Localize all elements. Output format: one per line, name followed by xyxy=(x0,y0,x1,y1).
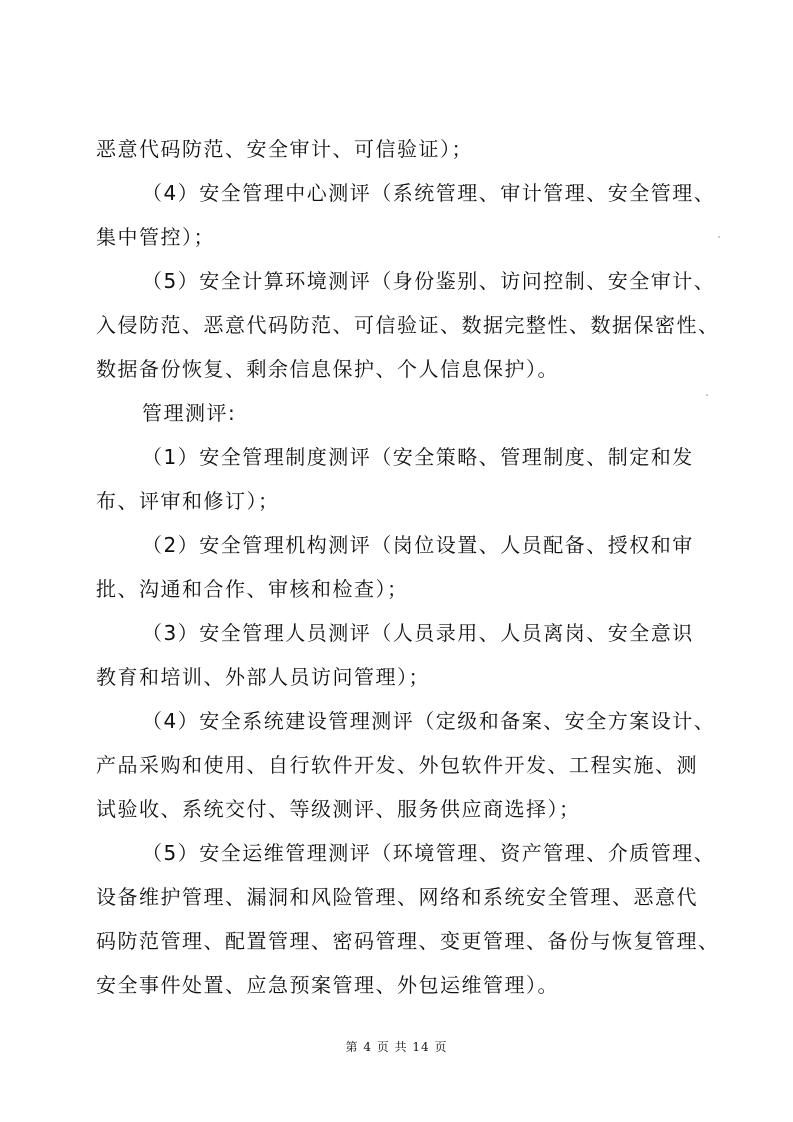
text-line: （4）安全管理中心测评（系统管理、审计管理、安全管理、 xyxy=(142,181,716,205)
text-line: 恶意代码防范、安全审计、可信验证）； xyxy=(96,137,473,161)
text-line: 数据备份恢复、剩余信息保护、个人信息保护）。 xyxy=(96,357,559,381)
text-line: （4）安全系统建设管理测评（定级和备案、安全方案设计、 xyxy=(142,709,716,733)
text-line: 设备维护管理、漏洞和风险管理、网络和系统安全管理、恶意代 xyxy=(96,885,698,909)
text-line: （3）安全管理人员测评（人员录用、人员离岗、安全意识 xyxy=(142,621,694,645)
text-line: 产品采购和使用、自行软件开发、外包软件开发、工程实施、测 xyxy=(96,753,698,777)
text-line: 入侵防范、恶意代码防范、可信验证、数据完整性、数据保密性、 xyxy=(96,313,720,337)
text-line: （2）安全管理机构测评（岗位设置、人员配备、授权和审 xyxy=(142,533,694,557)
text-line: 码防范管理、配置管理、密码管理、变更管理、备份与恢复管理、 xyxy=(96,929,720,953)
text-line: 安全事件处置、应急预案管理、外包运维管理）。 xyxy=(96,973,559,997)
text-line: 集中管控）； xyxy=(96,225,215,249)
text-line: 批、沟通和合作、审核和检查）； xyxy=(96,577,409,601)
scan-speck xyxy=(706,394,708,396)
text-line: 试验收、系统交付、等级测评、服务供应商选择）； xyxy=(96,797,581,821)
text-line: 布、评审和修订）； xyxy=(96,489,280,513)
page-number-footer: 第 4 页 共 14 页 xyxy=(345,1040,448,1054)
section-heading: 管理测评: xyxy=(142,401,237,425)
text-line: （5）安全计算环境测评（身份鉴别、访问控制、安全审计、 xyxy=(142,269,716,293)
text-line: （1）安全管理制度测评（安全策略、管理制度、制定和发 xyxy=(142,445,694,469)
text-line: 教育和培训、外部人员访问管理）； xyxy=(96,665,430,689)
text-line: （5）安全运维管理测评（环境管理、资产管理、介质管理、 xyxy=(142,841,716,865)
scan-speck xyxy=(718,236,720,238)
